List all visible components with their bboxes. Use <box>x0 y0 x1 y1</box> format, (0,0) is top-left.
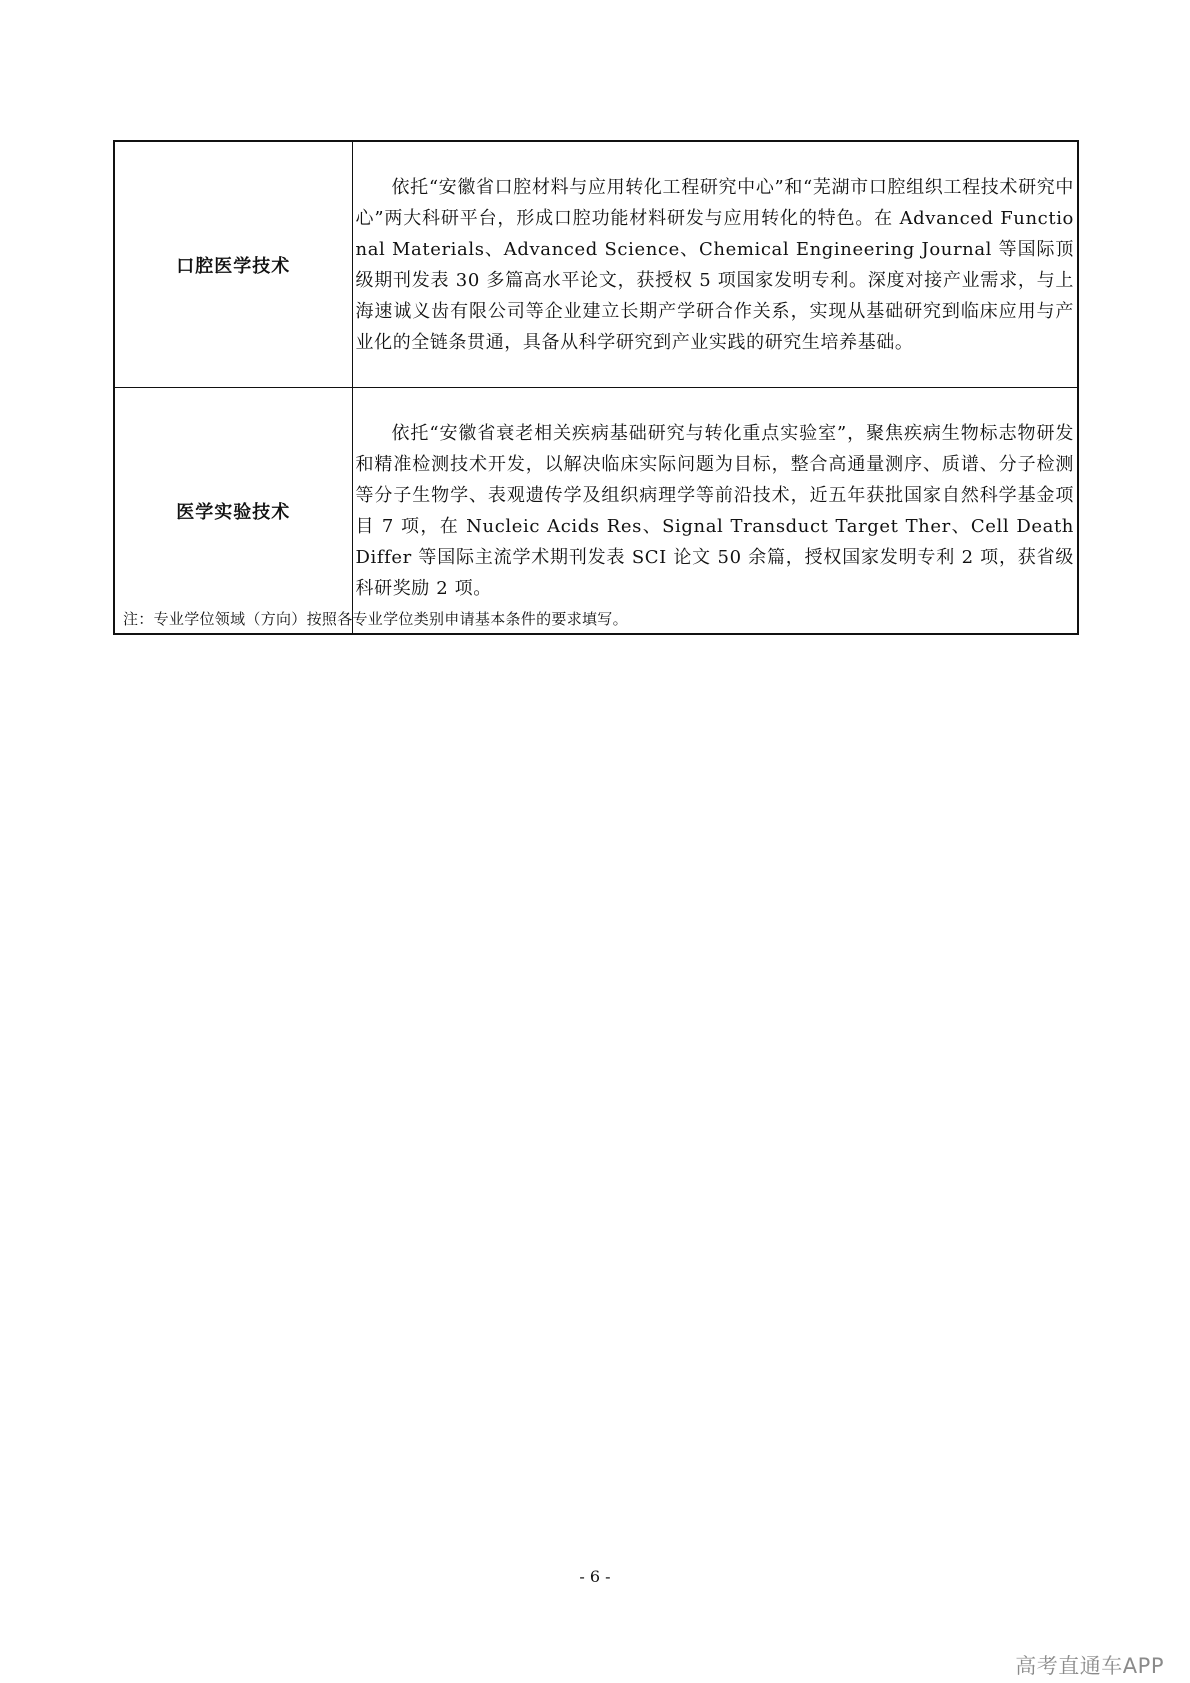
field-description-cell <box>352 141 1078 388</box>
field-name: 医学实验技术 <box>176 501 291 523</box>
table-row <box>114 141 1078 388</box>
field-description-cell <box>352 388 1078 635</box>
page-number: - 6 - <box>579 1567 611 1586</box>
table-footnote: 注：专业学位领域（方向）按照各专业学位类别申请基本条件的要求填写。 <box>123 610 628 628</box>
degree-field-table <box>113 140 1079 635</box>
field-name: 口腔医学技术 <box>176 255 291 277</box>
table-row <box>114 388 1078 635</box>
field-name-cell <box>114 388 352 635</box>
watermark: 高考直通车APP <box>1015 1654 1164 1678</box>
field-description: 依托“安徽省口腔材料与应用转化工程研究中心”和“芜湖市口腔组织工程技术研究中心”两大科研平台，形成口腔功能材料研发与应用转化的特色。在 Advanced Functional Materials、Advanced Science、Chemical Engineering Journal 等国际顶级期刊发表 30 多篇高水平论文，获授权 5 项国家发明专利。深度对接产业需求，与上海速诚义齿有限公司等企业建立长期产学研合作关系，实现从基础研究到临床应用与产业化的全链条贯通，具备从科学研究到产业实践的研究生培养基础。 <box>355 176 1074 353</box>
field-name-cell <box>114 141 352 388</box>
field-description: 依托“安徽省衰老相关疾病基础研究与转化重点实验室”，聚焦疾病生物标志物研发和精准检测技术开发，以解决临床实际问题为目标，整合高通量测序、质谱、分子检测等分子生物学、表观遗传学及组织病理学等前沿技术，近五年获批国家自然科学基金项目 7 项，在 Nucleic Acids Res、Signal Transduct Target Ther、Cell Death Differ 等国际主流学术期刊发表 SCI 论文 50 余篇，授权国家发明专利 2 项，获省级科研奖励 2 项。 <box>355 422 1074 599</box>
